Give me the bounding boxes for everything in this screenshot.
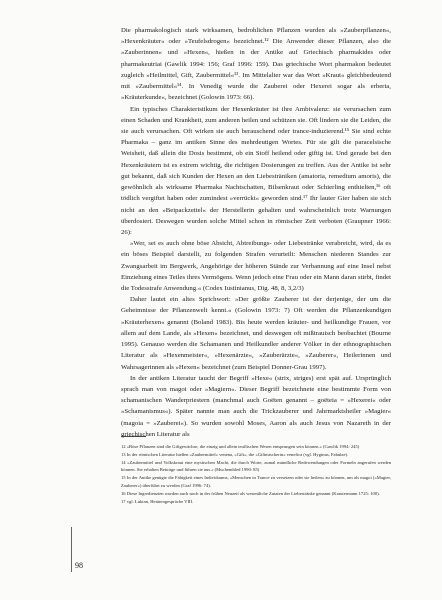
footnote: 12 »Böse Pflanzen sind die Giftgewächse, die einzig und allein teuflischen Wesen entsprungen sein können.« (Gawlik 1994: 245) — [121, 444, 360, 449]
footnotes — [121, 443, 391, 505]
margin-rule — [71, 527, 72, 572]
body-text — [121, 25, 391, 440]
footnote: 13 In der römischen Literatur hießen »Zaubermittel« venena, »Gift«, die »Giftmischerin« venefica (vgl. Hyginus, Fabulae). — [121, 451, 349, 457]
footnote: 17 vgl. Lukian, Hetärengespräche VIII. — [121, 498, 194, 504]
footnote-divider — [121, 436, 146, 437]
paragraph: Ein typisches Charakteristikum der Hexenkräuter ist ihre Ambivalenz: sie verursachen zum einen Schaden und Krankheit, zum anderen heilen und schützen sie. Oft lindern sie die Leiden, die sie auch verursachen. Oft wirken sie auch berauschend oder trance-induzierend.¹⁵ Sie sind echte Pharmaka – ganz im antiken Sinne des mehrdeutigen Wortes. Für sie gilt die paracelsische Weisheit, daß allein die Dosis bestimmt, ob ein Stoff heilend oder giftig ist. Und gerade bei den Hexenkräutern ist es extrem wichtig, die richtigen Dosierungen zu treffen. Aus der Antike ist sehr gut bekannt, daß sich Kunden der Hexen an den Liebesträniken (amatoria, remedium amoris), die gewöhnlich als wirksame Pharmaka Nachtschatten, Bilsenkraut oder Schierling enthielten,¹⁶ oft tödlich vergiftet haben oder zumindest »verrückt« geworden sind.¹⁷ Ihr lauter Gier haben sie sich nicht an den »Beipackzettel« der Herstellerin gehalten und wahrscheinlich trotz Warnungen überdosiert. Deswegen wurden solche Mittel schon in römischer Zeit verboten (Graupner 1966: 26): — [121, 105, 391, 236]
block-quote: »Wer, sei es auch ohne böse Absicht, Abtreibungs- oder Liebestränke verabreicht, wird, da es ein böses Beispiel darstellt, zu folgenden Strafen verurteilt: Menschen niederen Standes zur Zwangsarbeit im Bergwerk, Angehörige der höheren Stände zur Verbannung auf eine Insel nebst Einziehung eines Teiles ihres Vermögens. Wenn jedoch eine Frau oder ein Mann daran stirbt, findet die Todesstrafe Anwendung.« (Codex Iustinianus, Dig. 48, 8, 3,2/3) — [121, 240, 391, 293]
footnote: 15 In der Antike genügte die Fähigkeit eines Individuums, »Menschen in Trance zu versetzen oder sie heilen« zu können, um als magoi (»Magier, Zauberer«) überführt zu werden (Graf 1996: 74). — [121, 475, 391, 488]
paragraph: Die pharmakologisch stark wirksamen, bedrohlichen Pflanzen wurden als »Zauberpflanzen«, »Hexenkräuter« oder »Teufelsdrogen« bezeichnet.¹² Die Anwender dieser Pflanzen, also die »Zauberinnen« und »Hexen«, hießen in der Antike auf Griechisch pharmakides oder pharmakeutriai (Gawlik 1994: 156; Graf 1996: 159). Das griechische Wort pharmakon bedeutet zugleich »Heilmittel, Gift, Zaubermittel«¹³. Im Mittelalter war das Wort »Kraut« gleichbedeutend mit »Zaubermittel«¹⁴. In Venedig wurde die Zauberei oder Hexerei sogar als erberia, »Kräuterkunde«, bezeichnet (Golowin 1973: 66). — [121, 27, 391, 102]
footnote: 14 »Zaubermittel und Volkskraut eine mystischen Macht, die durch Worte, zumal mündliche Redewendungen oder Formeln angerufen werden können. Sie erhalten Beiträge und führen sie aus.« (Muchembled 1990: 85) — [121, 459, 391, 473]
footnote: 16 Diese Ingredienzien wurden auch noch in der frühen Neuzeit als wesentliche Zutaten der Liebestränke genannt (Krautermann 1725: 100). — [121, 490, 380, 496]
paragraph: In der antiken Literatur taucht der Begriff »Hexe« (strix, striges) erst spät auf. Ursprünglich sprach man von magoi oder »Magiern«. Dieser Begriff bezeichnete eine bestimmte Form von schamanischen Wanderpriestern (manchmal auch Goëten genannt – goëteia = »Hexerei« oder »Schamanismus«). Später nannte man auch die Trickzauberer und Jahrmarktsheiler »Magier« (magoia = »Zauberei«). So wurden sowohl Moses, Aaron als auch Jesus von Nazareth in der griechischen Literatur als — [121, 374, 391, 438]
paragraph: Daher lautet ein altes Sprichwort: »Der größte Zauberer ist der derjenige, der um die Geheimnisse der Pflanzenwelt kennt.« (Golowin 1973: 7) Oft werden die Pflanzenkundigen »Kräuterhexen« genannt (Boland 1983). Bis heute werden kräuter- und heilkundige Frauen, vor allem auf dem Lande, als »Hexen« bezeichnet, und deswegen oft mißtrauisch beobachtet (Bourne 1995). Genauso werden die Schamanen und Heilkundler anderer Völker in der ethnographischen Literatur als »Hexenmeister«, »Hexenärzte«, »Zauberärzte«, »Zauberer«, Heilerinnen und Wahrsagerinnen als »Hexen« bezeichnet (zum Beispiel Donner-Grau 1997). — [121, 296, 391, 371]
page-number: 98 — [75, 561, 83, 570]
